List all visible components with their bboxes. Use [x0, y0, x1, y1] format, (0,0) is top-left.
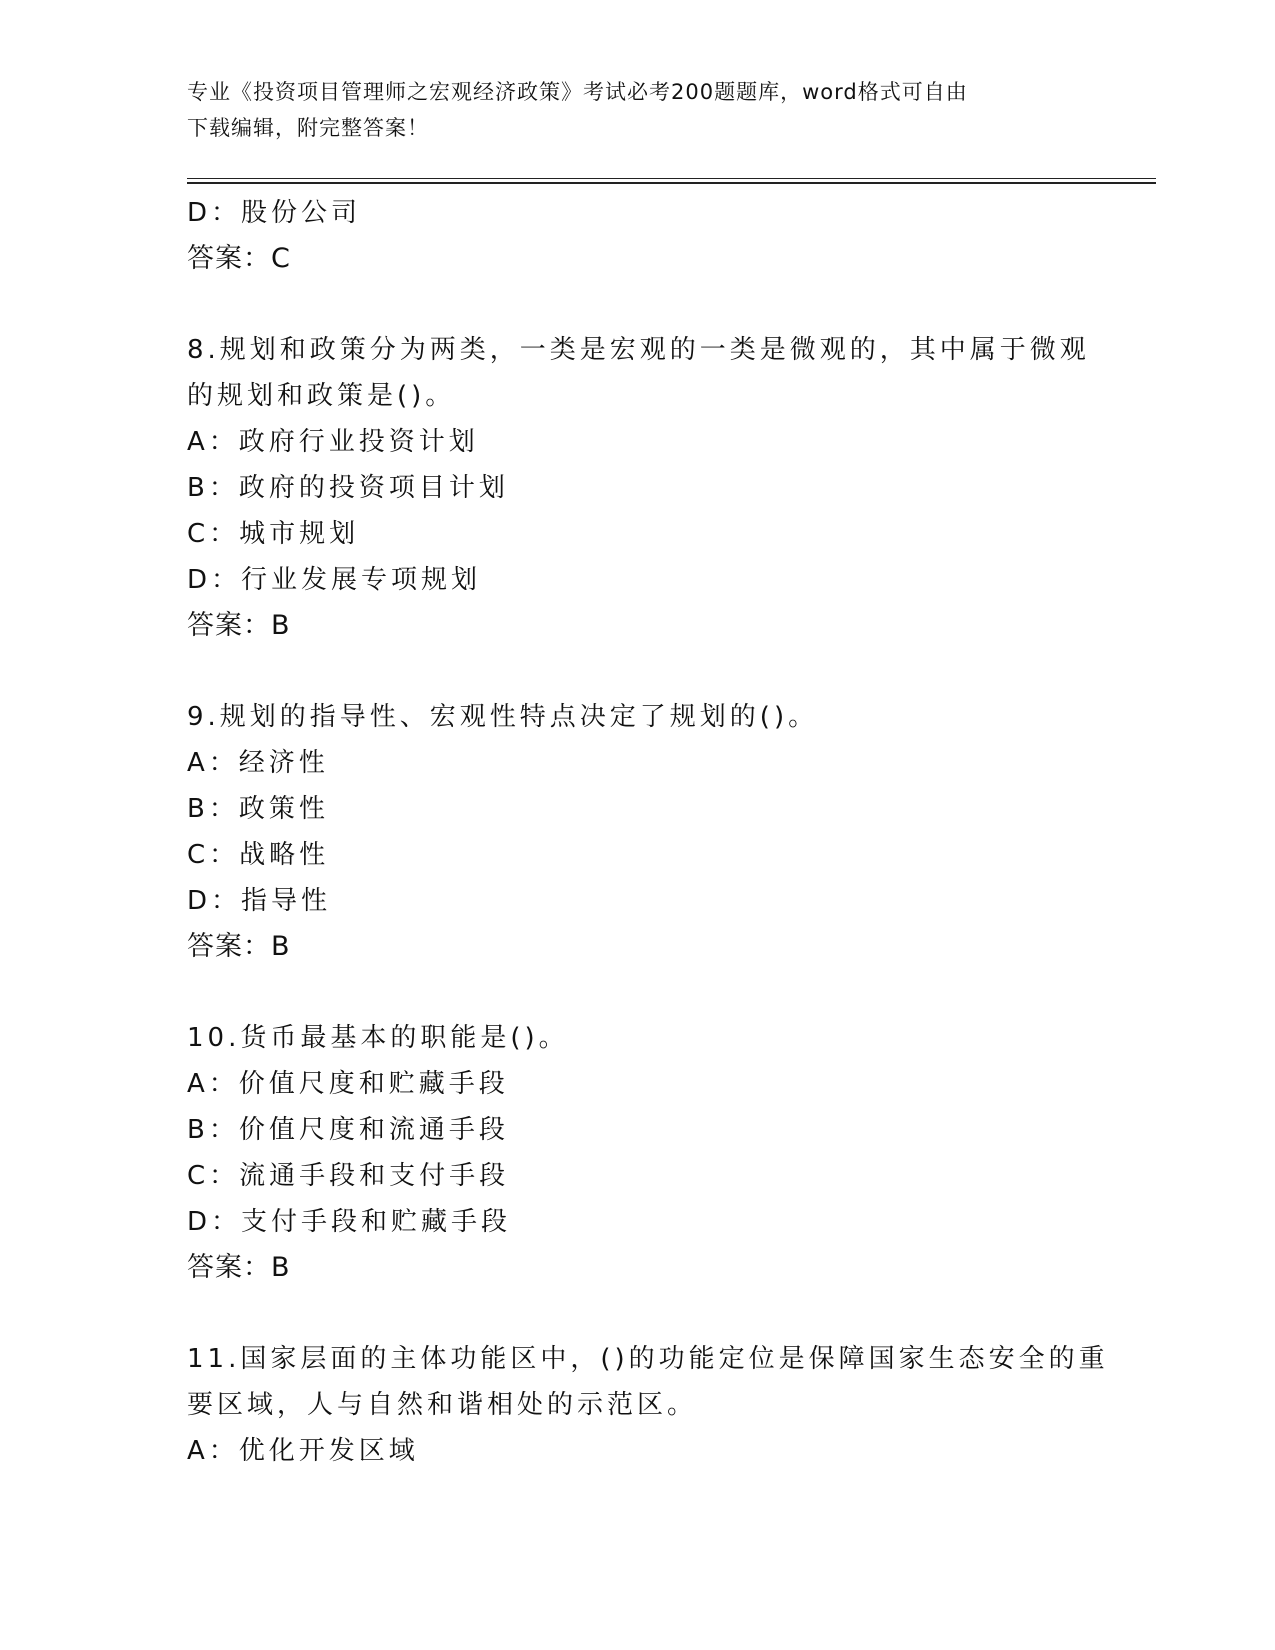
question-block-carryover	[187, 190, 1087, 282]
option-a: A：优化开发区域	[187, 1436, 419, 1466]
answer: 答案：B	[187, 610, 291, 641]
option-b: B：政府的投资项目计划	[187, 473, 509, 503]
option-a: A：价值尺度和贮藏手段	[187, 1069, 509, 1099]
question-block-9	[187, 694, 1087, 970]
option-d: D：支付手段和贮藏手段	[187, 1207, 512, 1237]
answer: 答案：C	[187, 243, 291, 274]
option-d: D：行业发展专项规划	[187, 565, 482, 595]
option-b: B：政策性	[187, 794, 329, 824]
spacer	[187, 282, 1087, 327]
header-divider-thick	[187, 182, 1156, 184]
answer: 答案：B	[187, 931, 291, 962]
option-a: A：经济性	[187, 748, 329, 778]
question-stem-line: 要区域，人与自然和谐相处的示范区。	[187, 1390, 698, 1420]
question-stem-line: 的规划和政策是()。	[187, 381, 456, 411]
question-stem-line: 10.货币最基本的职能是()。	[187, 1023, 569, 1053]
spacer	[187, 970, 1087, 1015]
option-b: B：价值尺度和流通手段	[187, 1115, 509, 1145]
option-a: A：政府行业投资计划	[187, 427, 479, 457]
option-c: C：战略性	[187, 840, 330, 870]
option-d: D：指导性	[187, 886, 332, 916]
question-block-8	[187, 327, 1090, 649]
option-c: C：流通手段和支付手段	[187, 1161, 510, 1191]
header-line-1: 专业《投资项目管理师之宏观经济政策》考试必考200题题库，word格式可自由	[187, 80, 968, 104]
answer: 答案：B	[187, 1252, 291, 1283]
spacer	[187, 649, 1087, 694]
question-block-11	[187, 1336, 1109, 1474]
question-content	[187, 190, 1109, 1474]
option-c: C：城市规划	[187, 519, 360, 549]
header-divider-thin	[187, 178, 1156, 179]
header-line-2: 下载编辑，附完整答案！	[187, 116, 429, 140]
document-header	[187, 74, 1087, 146]
question-block-10	[187, 1015, 1087, 1291]
spacer	[187, 1291, 1087, 1336]
question-stem-line: 9.规划的指导性、宏观性特点决定了规划的()。	[187, 702, 819, 732]
option-d: D：股份公司	[187, 198, 362, 228]
question-stem-line: 8.规划和政策分为两类，一类是宏观的一类是微观的，其中属于微观	[187, 335, 1090, 365]
question-stem-line: 11.国家层面的主体功能区中，()的功能定位是保障国家生态安全的重	[187, 1344, 1109, 1374]
